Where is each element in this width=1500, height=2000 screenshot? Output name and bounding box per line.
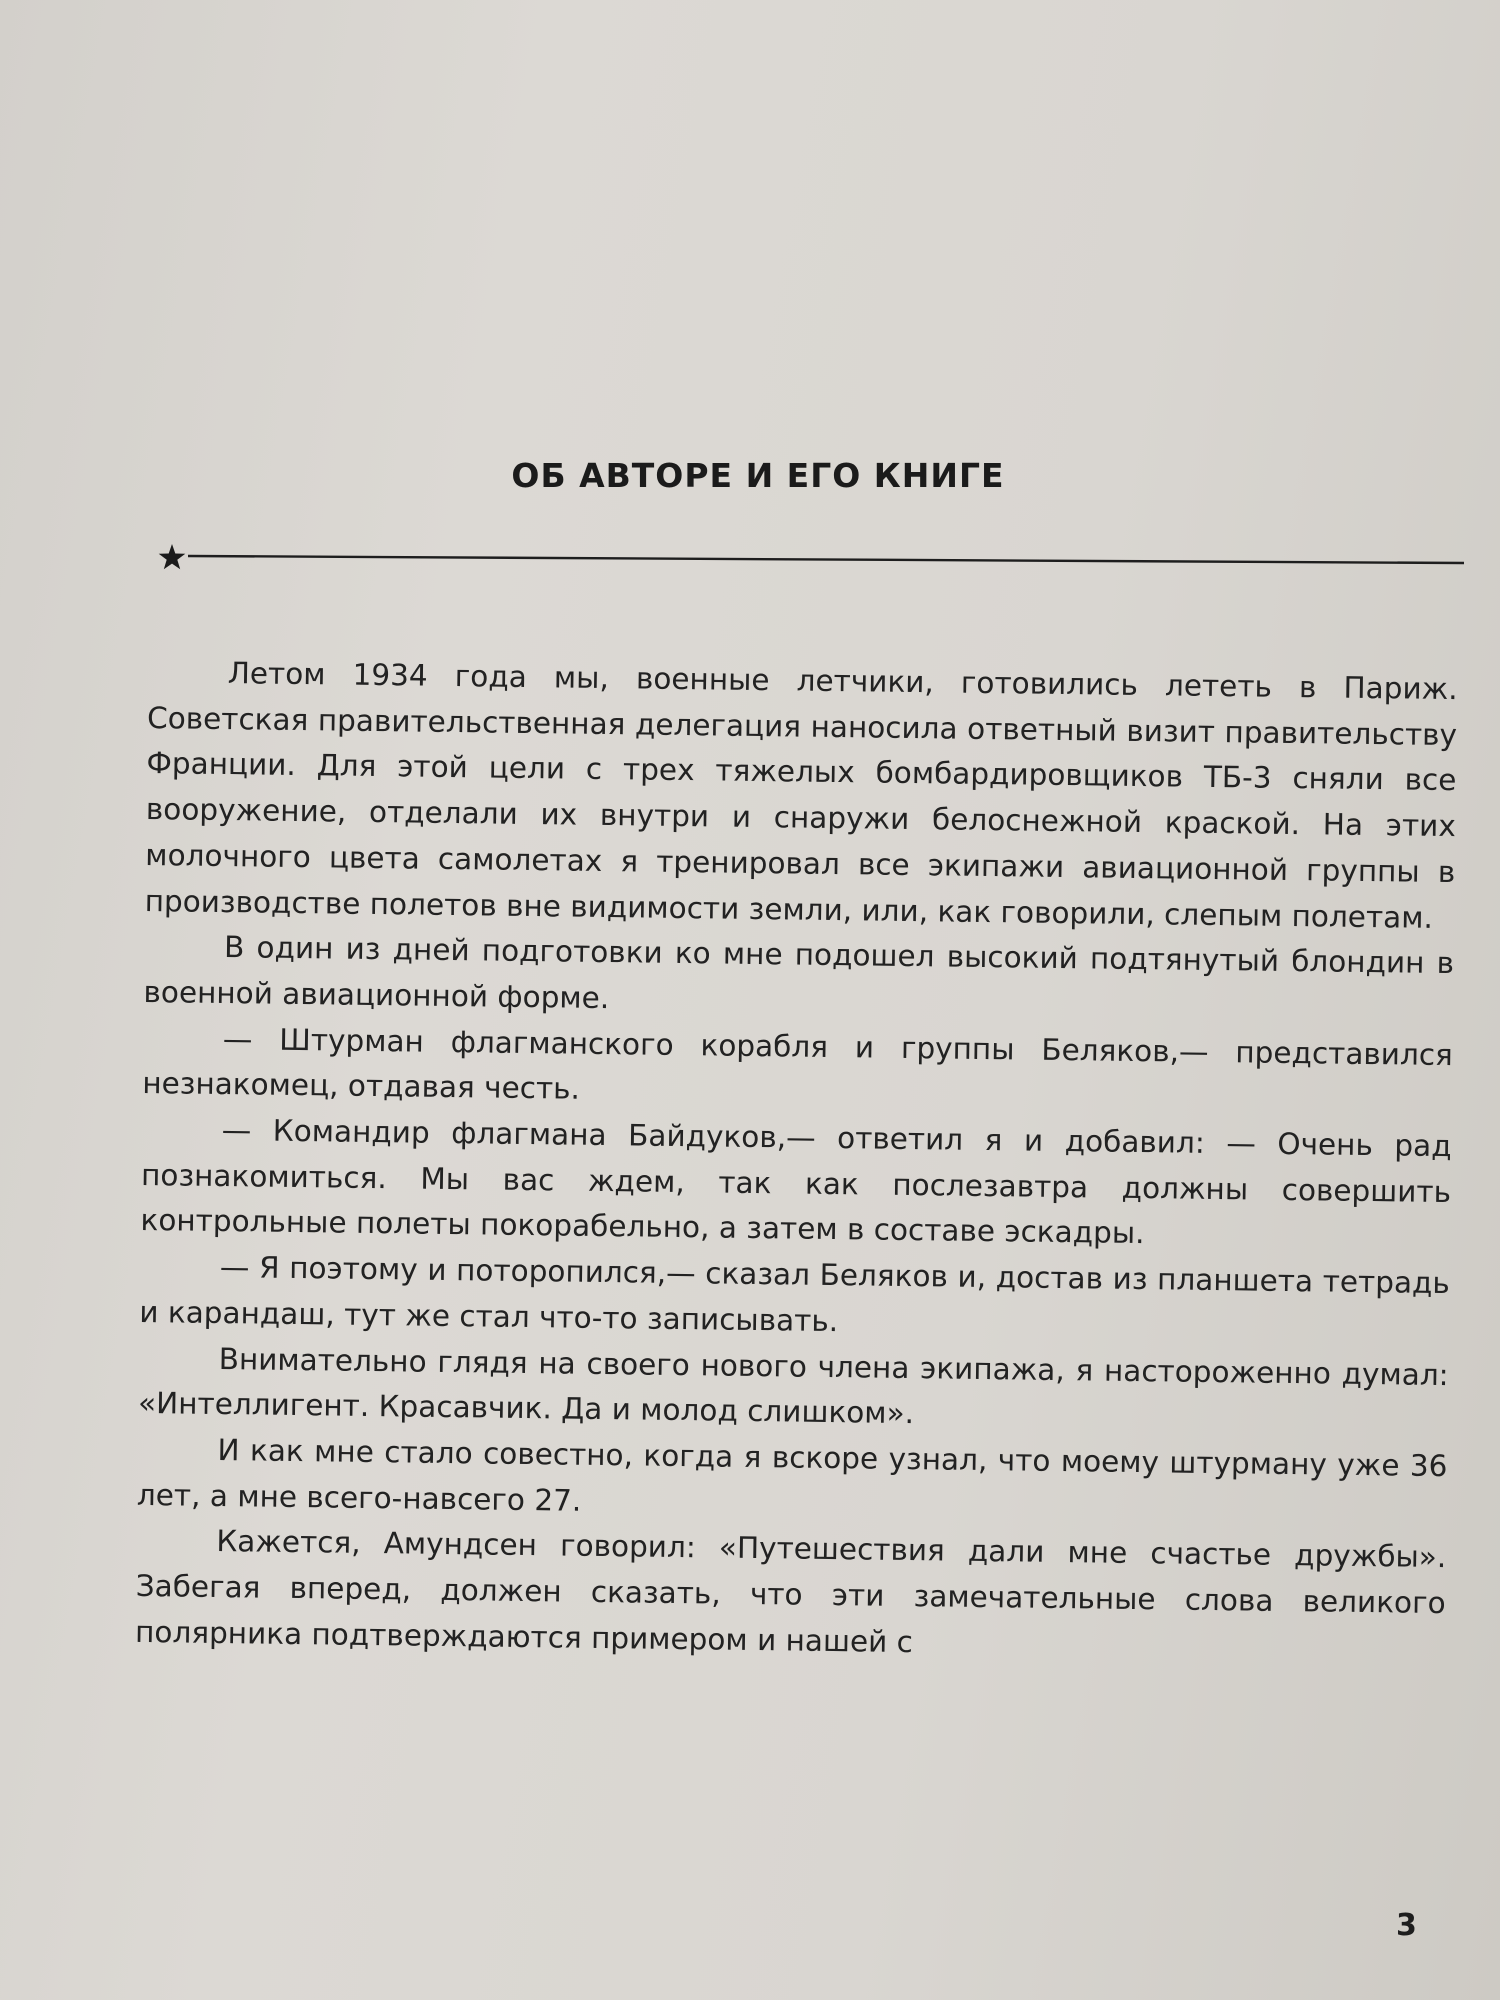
body-text — [135, 650, 1458, 1673]
paragraph: Летом 1934 года мы, военные летчики, готовились лететь в Париж. Советская правительственная делегация наносила ответный визит правительству Франции. Для этой цели с трех тяжелых бомбардировщиков ТБ-3 сняли все вооружение, отделали их внутри и снаружи белоснежной краской. На этих молочного цвета самолетах я тренировал все экипажи авиационной группы в производстве полетов вне видимости земли, или, как говорили, слепым полетам. — [144, 656, 1458, 935]
page-number: 3 — [1396, 1908, 1417, 1943]
title-ornament-rule — [158, 544, 1464, 572]
paragraph: — Командир флагмана Байдуков,— ответил я и добавил: — Очень рад познакомиться. Мы вас ждем, так как послезавтра должны совершить контрольные полеты покорабельно, а затем в составе эскадры. — [140, 1113, 1452, 1251]
paragraph: В один из дней подготовки ко мне подошел высокий подтянутый блондин в военной авиационной форме. — [143, 930, 1455, 1015]
paragraph: — Я поэтому и поторопился,— сказал Беляков и, достав из планшета тетрадь и карандаш, тут же стал что-то записывать. — [139, 1250, 1451, 1338]
paragraph: И как мне стало совестно, когда я вскоре узнал, что моему штурману уже 36 лет, а мне всего-навсего 27. — [136, 1432, 1448, 1518]
paragraph: — Штурман флагманского корабля и группы Беляков,— представился незнакомец, отдавая честь. — [142, 1021, 1454, 1107]
star-icon — [159, 544, 186, 569]
paragraph: Внимательно глядя на своего нового члена экипажа, я настороженно думал: «Интеллигент. Красавчик. Да и молод слишком». — [137, 1341, 1449, 1431]
horizontal-rule-line — [188, 556, 1464, 563]
chapter-title: ОБ АВТОРЕ И ЕГО КНИГЕ — [511, 456, 1005, 495]
paragraph: Кажется, Амундсен говорил: «Путешествия дали мне счастье дружбы». Забегая вперед, должен сказать, что эти замечательные слова великого полярника подтверждаются примером и нашей с — [134, 1524, 1447, 1659]
